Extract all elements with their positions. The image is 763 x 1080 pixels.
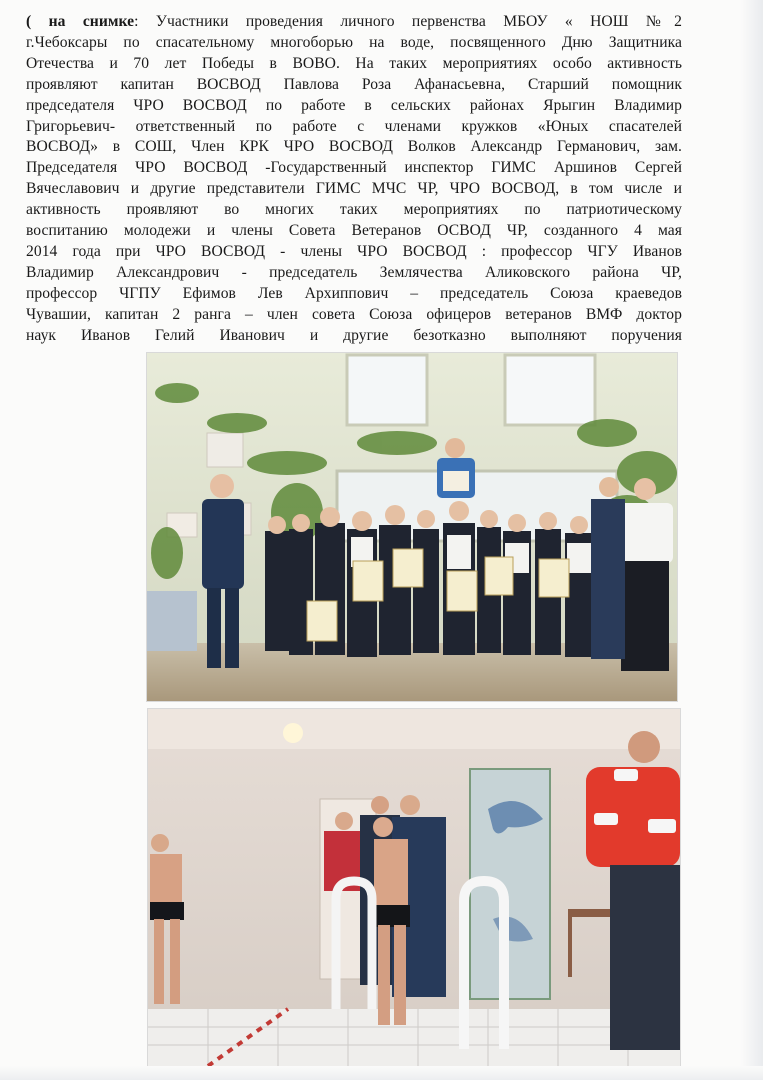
caption-lead: ( на снимке (26, 13, 135, 30)
scan-edge-right (741, 0, 763, 1080)
pool-photo (147, 708, 681, 1067)
caption-line-4: проявляют капитан ВОСВОД Павлова Роза Афанасьевна, Старший помощник (26, 75, 682, 93)
group-photo (146, 352, 678, 702)
caption-line-11: воспитанию молодежи и члены Совета Ветеранов ОСВОД ЧР, созданного 4 мая (26, 222, 682, 240)
caption-line-7: ВОСВОД» в СОШ, Член КРК ЧРО ВОСВОД Волков Александр Германович, зам. (26, 138, 682, 156)
caption-line-6: Григорьевич- ответственный по работе с членами кружков «Юных спасателей (26, 117, 682, 135)
caption-line-2: г.Чебоксары по спасательному многоборью на воде, посвященного Дню Защитника (26, 33, 682, 51)
caption-line-15: Чувашии, капитан 2 ранга – член совета Союза офицеров ветеранов ВМФ доктор (26, 305, 682, 323)
caption-line-16: наук Иванов Гелий Иванович и другие безотказно выполняют поручения (26, 326, 682, 344)
caption-line-10: активность проявляют во многих таких мероприятиях по патриотическому (26, 201, 682, 219)
caption-line-14: профессор ЧГПУ Ефимов Лев Архиппович – председатель Союза краеведов (26, 284, 682, 302)
scan-edge-bottom (0, 1066, 763, 1080)
caption-line-3: Отечества и 70 лет Победы в ВОВО. На таких мероприятиях особо активность (26, 54, 682, 72)
group-photo-illustration (147, 353, 677, 701)
caption-line-13: Владимир Александрович - председатель Землячества Аликовского района ЧР, (26, 263, 682, 281)
caption-line-12: 2014 года при ЧРО ВОСВОД - члены ЧРО ВОСВОД : профессор ЧГУ Иванов (26, 242, 682, 260)
caption-line-9: Вячеславович и другие представители ГИМС МЧС ЧР, ЧРО ВОСВОД, в том числе и (26, 180, 682, 198)
pool-photo-illustration (148, 709, 680, 1066)
caption-line-5: председателя ЧРО ВОСВОД по работе в сельских районах Ярыгин Владимир (26, 96, 682, 114)
caption-line-1: ( на снимке: Участники проведения личного первенства МБОУ « НОШ №2 (26, 13, 682, 30)
photo-caption (26, 12, 682, 347)
caption-line-8: Председателя ЧРО ВОСВОД -Государственный инспектор ГИМС Аршинов Сергей (26, 159, 682, 177)
